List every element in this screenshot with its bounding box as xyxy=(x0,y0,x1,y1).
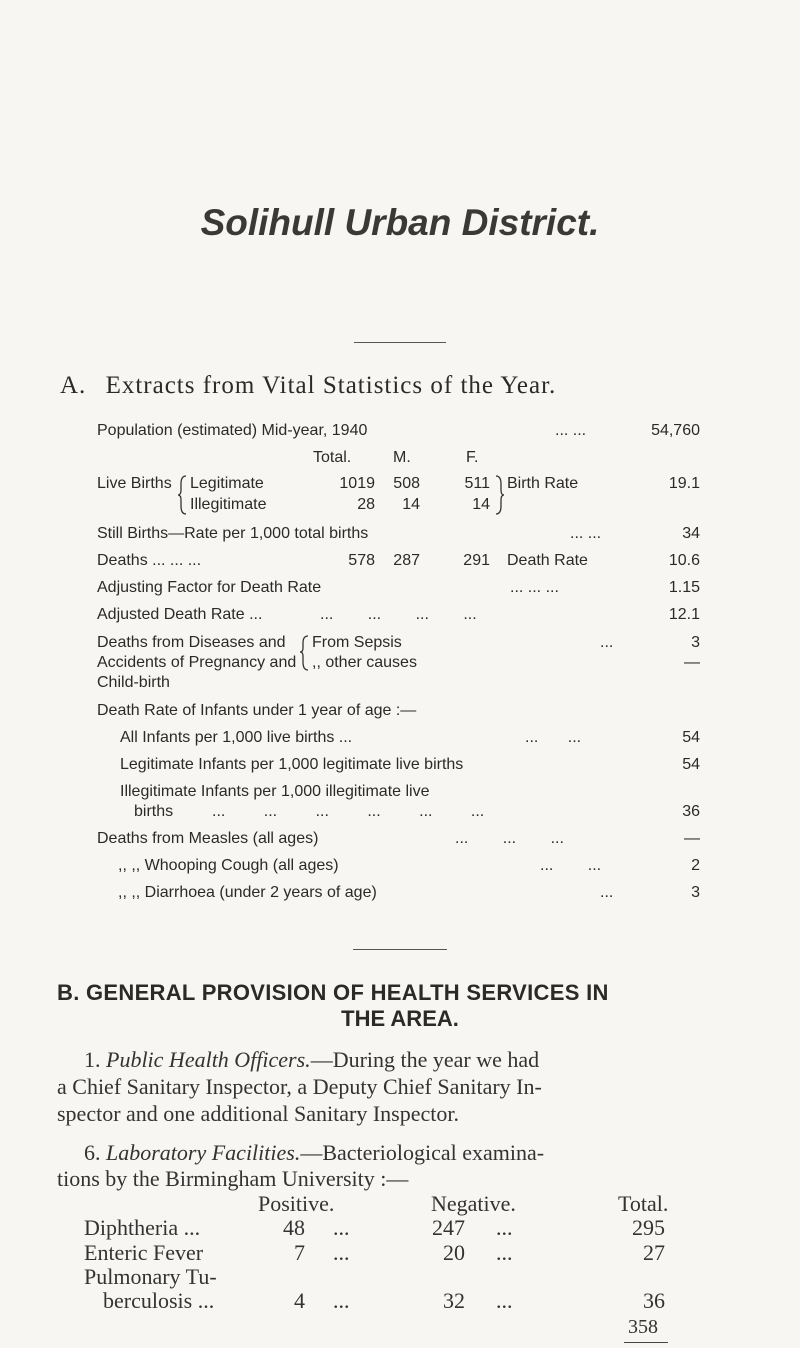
measles-label: Deaths from Measles (all ages) xyxy=(97,830,319,847)
lab-header-negative: Negative. xyxy=(431,1191,516,1216)
lab-row-pos: 7 xyxy=(294,1240,305,1265)
lab-dots: ... xyxy=(496,1288,513,1313)
birth-rate-value: 19.1 xyxy=(668,475,700,492)
all-infants-value: 54 xyxy=(682,729,700,746)
p1-text1: —During the year we had xyxy=(310,1047,540,1072)
still-births-dots: ... ... xyxy=(570,525,602,542)
deaths-total: 578 xyxy=(348,552,375,569)
preg-line1: Deaths from Diseases and xyxy=(97,634,286,651)
col-m: M. xyxy=(393,449,411,466)
p6-text1: —Bacteriological examina- xyxy=(300,1140,545,1165)
population-label: Population (estimated) Mid-year, 1940 xyxy=(97,422,368,439)
p1-line1 xyxy=(84,1047,539,1073)
section-b-heading-line2: THE AREA. xyxy=(341,1006,459,1031)
all-infants-dots: ... ... xyxy=(525,729,582,746)
p1-title: Public Health Officers. xyxy=(106,1047,311,1072)
illegit-infants-line1: Illegitimate Infants per 1,000 illegitimate live xyxy=(120,783,430,800)
illegit-m: 14 xyxy=(402,496,420,513)
divider xyxy=(354,342,446,343)
sepsis-value: 3 xyxy=(691,634,700,651)
diarrhoea-dots: ... xyxy=(600,884,614,901)
section-a-letter: A. xyxy=(60,372,87,399)
legit-infants-value: 54 xyxy=(682,756,700,773)
lab-header-positive: Positive. xyxy=(258,1191,335,1216)
brace-pregnancy xyxy=(300,634,309,672)
adj-factor-value: 1.15 xyxy=(668,579,700,596)
divider xyxy=(624,1342,668,1343)
illegit-infants-value: 36 xyxy=(682,803,700,820)
divider xyxy=(353,949,447,950)
lab-dots: ... xyxy=(333,1240,350,1265)
birth-rate-label: Birth Rate xyxy=(507,475,579,492)
other-causes-value: — xyxy=(684,654,700,671)
col-total: Total. xyxy=(313,449,352,466)
preg-line3: Child-birth xyxy=(97,674,170,691)
page-title: Solihull Urban District. xyxy=(200,202,600,243)
lab-row-pos: 4 xyxy=(294,1288,305,1313)
p1-num: 1. xyxy=(84,1047,101,1072)
live-births-label: Live Births xyxy=(97,475,172,492)
legit-f: 511 xyxy=(464,475,490,492)
section-b-heading-line1: B. GENERAL PROVISION OF HEALTH SERVICES IN xyxy=(57,980,609,1005)
whooping-value: 2 xyxy=(691,857,700,874)
preg-line2: Accidents of Pregnancy and xyxy=(97,654,297,671)
adj-factor-label: Adjusting Factor for Death Rate xyxy=(97,579,322,596)
lab-row-name: Enteric Fever xyxy=(84,1240,204,1265)
col-f: F. xyxy=(466,449,479,466)
lab-dots: ... xyxy=(496,1240,513,1265)
still-births-label: Still Births—Rate per 1,000 total births xyxy=(97,525,369,542)
adj-death-label: Adjusted Death Rate ... xyxy=(97,606,263,623)
population-value: 54,760 xyxy=(651,422,700,439)
adj-death-value: 12.1 xyxy=(668,606,700,623)
deaths-label: Deaths ... ... ... xyxy=(97,552,202,569)
p1-line2: a Chief Sanitary Inspector, a Deputy Chief Sanitary In- xyxy=(57,1074,542,1099)
death-rate-label: Death Rate xyxy=(507,552,588,569)
brace-right xyxy=(494,474,504,516)
lab-row-tot: 36 xyxy=(643,1288,665,1313)
lab-dots: ... xyxy=(333,1288,350,1313)
illegit-total: 28 xyxy=(357,496,375,513)
brace-left xyxy=(178,474,188,516)
sepsis-dots: ... xyxy=(600,634,614,651)
page-number: 358 xyxy=(628,1316,658,1338)
lab-dots: ... xyxy=(496,1215,513,1240)
deaths-f: 291 xyxy=(463,552,490,569)
measles-dots: ... ... ... xyxy=(455,830,564,847)
whooping-label: ,, ,, Whooping Cough (all ages) xyxy=(118,857,339,874)
death-rate-value: 10.6 xyxy=(668,552,700,569)
legit-total: 1019 xyxy=(339,475,375,492)
other-causes-label: ,, other causes xyxy=(312,654,417,671)
lab-header-total: Total. xyxy=(618,1191,669,1216)
p6-line2: tions by the Birmingham University :— xyxy=(57,1166,409,1191)
lab-row-name: Diphtheria ... xyxy=(84,1215,201,1240)
lab-row-neg: 20 xyxy=(443,1240,465,1265)
legit-label: Legitimate xyxy=(190,475,264,492)
diarrhoea-label: ,, ,, Diarrhoea (under 2 years of age) xyxy=(118,884,377,901)
population-dots: ... ... xyxy=(555,422,587,439)
lab-row-pos: 48 xyxy=(283,1215,305,1240)
p6-line1 xyxy=(84,1140,544,1166)
lab-dots: ... xyxy=(333,1215,350,1240)
p6-num: 6. xyxy=(84,1140,101,1165)
lab-row-neg: 32 xyxy=(443,1288,465,1313)
section-a-title: Extracts from Vital Statistics of the Year. xyxy=(105,372,557,399)
illegit-f: 14 xyxy=(472,496,490,513)
lab-row-name: Pulmonary Tu- xyxy=(84,1264,217,1289)
illegit-label: Illegitimate xyxy=(190,496,267,513)
sepsis-label: From Sepsis xyxy=(312,634,402,651)
lab-row-name: berculosis ... xyxy=(103,1288,215,1313)
p6-title: Laboratory Facilities. xyxy=(106,1140,301,1165)
illegit-infants-line2: births xyxy=(134,803,174,820)
adj-factor-dots: ... ... ... xyxy=(510,579,559,596)
still-births-value: 34 xyxy=(682,525,700,542)
legit-m: 508 xyxy=(393,475,420,492)
diarrhoea-value: 3 xyxy=(691,884,700,901)
lab-row-neg: 247 xyxy=(432,1215,465,1240)
p1-line3: spector and one additional Sanitary Inspector. xyxy=(57,1101,459,1126)
lab-row-tot: 295 xyxy=(632,1215,665,1240)
infant-heading: Death Rate of Infants under 1 year of age :— xyxy=(97,702,417,719)
section-a-heading xyxy=(60,372,556,400)
adj-death-dots: ... ... ... ... xyxy=(320,606,477,623)
legit-infants-label: Legitimate Infants per 1,000 legitimate live births xyxy=(120,756,464,773)
lab-row-tot: 27 xyxy=(643,1240,665,1265)
deaths-m: 287 xyxy=(393,552,420,569)
all-infants-label: All Infants per 1,000 live births ... xyxy=(120,729,353,746)
measles-value: — xyxy=(684,830,700,847)
whooping-dots: ... ... xyxy=(540,857,602,874)
illegit-infants-dots: ... ... ... ... ... ... xyxy=(212,803,485,820)
